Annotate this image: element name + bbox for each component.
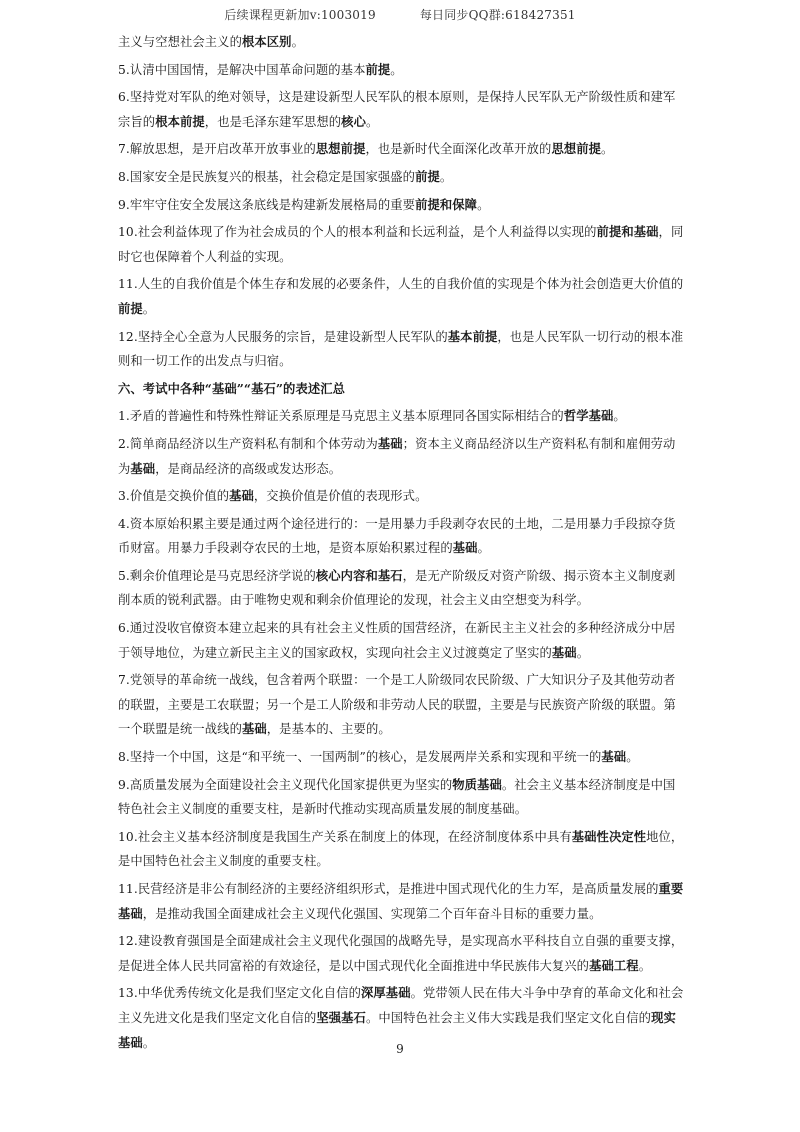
body-text: 。: [390, 62, 403, 77]
body-text: 11.人生的自我价值是个体生存和发展的必要条件，人生的自我价值的实现是个体为社会创造更大价值的: [118, 277, 684, 292]
body-text: 9.牢牢守住安全发展这条底线是构建新发展格局的重要: [118, 197, 416, 212]
body-text: 。: [142, 1035, 156, 1050]
body-text: 。社会主义基本经济制度是中国特色社会主义制度的重要支柱，是新时代推动实现高质量发展的制度基础。: [118, 777, 676, 817]
emphasis-text: 基础: [241, 721, 267, 737]
list-item: [118, 929, 686, 978]
body-text: ，交换价值是价值的表现形式。: [253, 489, 428, 504]
list-item: [118, 165, 686, 190]
body-text: ；资本主义商品经济以生产资料私有制和雇佣劳动为: [118, 436, 676, 476]
emphasis-text: 前提和保障: [415, 196, 478, 212]
body-text: 4.资本原始积累主要是通过两个途径进行的：一是用暴力手段剥夺农民的土地，二是用暴力手段掠夺货币财富。用暴力手段剥夺农民的土地，是资本原始积累过程的: [118, 516, 676, 556]
emphasis-text: 根本区别: [241, 34, 292, 49]
body-text: ，是无产阶级反对资产阶级、揭示资本主义制度剥削本质的锐利武器。由于唯物史观和剩余价值理论的发现，社会主义由空想变为科学。: [118, 568, 676, 608]
emphasis-text: 物质基础: [452, 776, 502, 792]
body-text: 6.坚持党对军队的绝对领导，这是建设新型人民军队的根本原则，是保持人民军队无产阶级性质和建军宗旨的: [118, 90, 676, 129]
body-text: 。: [626, 750, 639, 765]
emphasis-text: 基础: [452, 540, 478, 556]
section-heading: 六、考试中各种“基础”“基石”的表述汇总: [118, 380, 346, 396]
body-text: 5.剩余价值理论是马克思经济学说的: [118, 568, 316, 583]
list-item: [118, 58, 686, 83]
list-item: [118, 272, 686, 321]
list-item: [118, 512, 686, 561]
body-text: 。: [142, 301, 156, 316]
body-text: 。中国特色社会主义伟大实践是我们坚定文化自信的: [365, 1010, 652, 1025]
body-text: 8.国家安全是民族复兴的根基，社会稳定是国家强盛的: [118, 169, 416, 184]
body-text: ，也是新时代全面深化改革开放的: [365, 142, 552, 157]
list-item: [118, 773, 686, 822]
header-right-text: 每日同步QQ群:618427351: [419, 8, 576, 22]
body-text: ，同时它也保障着个人利益的实现。: [118, 225, 684, 264]
body-text: 6.通过没收官僚资本建立起来的具有社会主义性质的国营经济，在新民主主义社会的多种经济成分中居于领导地位，为建立新民主主义的国家政权，实现向社会主义过渡奠定了坚实的: [118, 621, 676, 660]
emphasis-text: 基础: [377, 435, 403, 451]
emphasis-text: 基础: [601, 749, 627, 765]
list-item: [118, 668, 686, 742]
intro-paragraph: [118, 30, 686, 55]
emphasis-text: 基础工程: [589, 957, 639, 973]
list-item: [118, 745, 686, 770]
list-item: [118, 220, 686, 269]
body-text: 地位，是中国特色社会主义制度的重要支柱。: [118, 829, 684, 869]
body-text: 7.解放思想，是开启改革开放事业的: [118, 142, 316, 157]
body-text: 。: [365, 114, 379, 129]
body-text: 。: [576, 645, 590, 660]
emphasis-text: 前提: [118, 300, 143, 316]
emphasis-text: 核心内容和基石: [315, 567, 403, 583]
emphasis-text: 重要基础: [118, 881, 684, 921]
emphasis-text: 基本前提: [447, 328, 498, 344]
body-text: 7.党领导的革命统一战线，包含着两个联盟：一个是工人阶级同农民阶级、广大知识分子及其他劳动者的联盟，主要是工农联盟；另一个是工人阶级和非劳动人民的联盟，主要是与民族资产阶级的联盟。第一个联盟是统一战线的: [118, 673, 676, 737]
body-text: 。: [601, 142, 614, 157]
emphasis-text: 核心: [341, 113, 366, 129]
body-text: 3.价值是交换价值的: [118, 489, 230, 504]
emphasis-text: 基础性决定性: [571, 828, 647, 844]
body-text: 9.高质量发展为全面建设社会主义现代化国家提供更为坚实的: [118, 777, 453, 792]
body-text: 。: [291, 35, 304, 49]
page-number: 9: [396, 1042, 404, 1056]
body-text: 。党带领人民在伟大斗争中孕育的革命文化和社会主义先进文化是我们坚定文化自信的: [118, 986, 684, 1025]
body-text: 10.社会主义基本经济制度是我国生产关系在制度上的体现，在经济制度体系中具有: [118, 829, 572, 844]
body-text: 12.建设教育强国是全面建成社会主义现代化强国的战略先导，是实现高水平科技自立自强的重要支撑，是促进全体人民共同富裕的有效途径，是以中国式现代化全面推进中华民族伟大复兴的: [118, 934, 684, 973]
body-text: 5.认清中国国情，是解决中国革命问题的基本: [118, 62, 366, 77]
list-item: [118, 564, 686, 613]
emphasis-text: 现实基础: [118, 1009, 676, 1050]
body-text: ，是推动我国全面建成社会主义现代化强国、实现第二个百年奋斗目标的重要力量。: [142, 906, 602, 921]
body-text: 8.坚持一个中国，这是“和平统一、一国两制”的核心，是发展两岸关系和实现和平统一的: [118, 750, 602, 765]
body-text: 11.民营经济是非公有制经济的主要经济组织形式，是推进中国式现代化的生力军，是高质量发展的: [118, 882, 659, 896]
body-text: ，是商品经济的高级或发达形态。: [155, 461, 342, 476]
list-item: [118, 193, 686, 218]
list-item: [118, 404, 686, 429]
body-text: 。: [477, 197, 490, 212]
list-item: [118, 484, 686, 509]
emphasis-text: 思想前提: [551, 141, 602, 157]
body-text: 10.社会利益体现了作为社会成员的个人的根本利益和长远利益，是个人利益得以实现的: [118, 225, 597, 240]
list-item: [118, 432, 686, 481]
body-text: 2.简单商品经济以生产资料私有制和个体劳动为: [118, 436, 378, 451]
body-text: 。: [638, 958, 652, 973]
body-text: 。: [613, 409, 626, 424]
body-text: 。: [477, 541, 490, 556]
list-item: [118, 325, 686, 374]
list-item: [118, 137, 686, 162]
header-left-text: 后续课程更新加v:1003019: [224, 8, 376, 22]
body-text: 1.矛盾的普遍性和特殊性辩证关系原理是马克思主义基本原理同各国实际相结合的: [118, 409, 564, 424]
body-text: 13.中华优秀传统文化是我们坚定文化自信的: [118, 986, 362, 1001]
list-item: [118, 877, 686, 926]
emphasis-text: 基础: [229, 488, 254, 504]
body-text: ，是基本的、主要的。: [266, 722, 391, 737]
emphasis-text: 前提: [415, 168, 440, 184]
body-text: 12.坚持全心全意为人民服务的宗旨，是建设新型人民军队的: [118, 329, 448, 344]
body-text: ，也是毛泽东建军思想的: [204, 114, 342, 129]
emphasis-text: 前提: [365, 61, 391, 77]
list-item: [118, 616, 686, 665]
document-body: [118, 30, 686, 1055]
body-text: 。: [439, 169, 453, 184]
list-item: [118, 825, 686, 874]
emphasis-text: 哲学基础: [563, 408, 614, 424]
emphasis-text: 坚强基石: [316, 1009, 366, 1025]
emphasis-text: 根本前提: [155, 113, 205, 129]
emphasis-text: 基础: [130, 460, 156, 476]
emphasis-text: 基础: [551, 644, 577, 660]
body-text: ，也是人民军队一切行动的根本准则和一切工作的出发点与归宿。: [118, 329, 684, 369]
emphasis-text: 思想前提: [315, 141, 366, 157]
list-item: [118, 85, 686, 134]
body-text: 主义与空想社会主义的: [118, 35, 242, 49]
page-header: [0, 6, 800, 23]
emphasis-text: 深厚基础: [361, 985, 411, 1001]
emphasis-text: 前提和基础: [596, 224, 659, 240]
